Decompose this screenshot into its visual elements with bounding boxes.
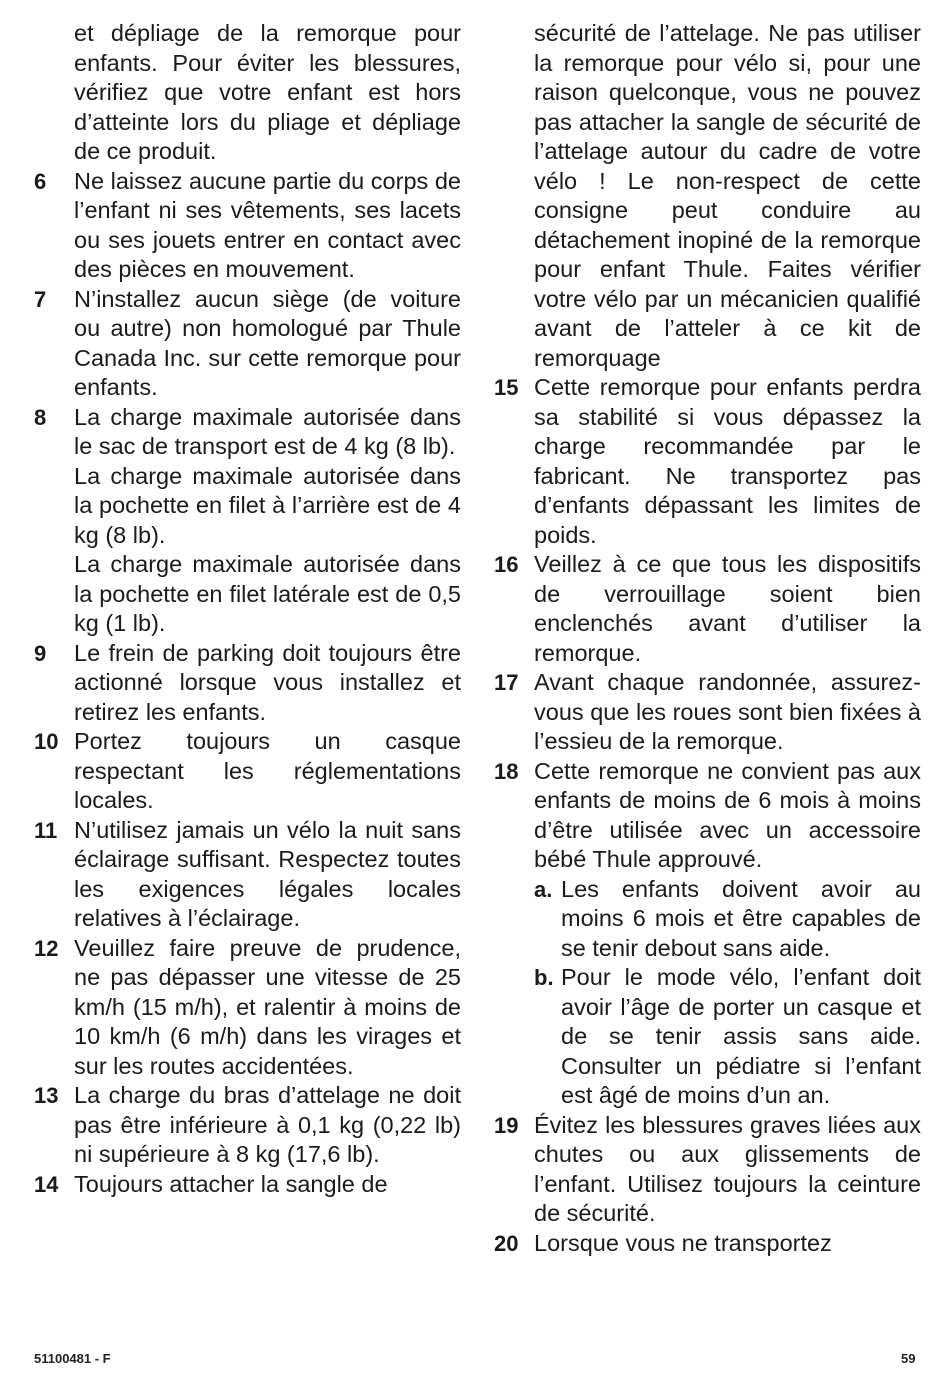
item-text: N’utilisez jamais un vélo la nuit sans éclairage suffisant. Respectez toutes les exigences légales locales relatives à l’éclairage. — [74, 816, 461, 931]
item-number: 18 — [494, 758, 519, 784]
item-text: La charge maximale autorisée dans le sac de transport est de 4 kg (8 lb). — [74, 403, 461, 459]
item-text: Veillez à ce que tous les dispositifs de verrouillage soient bien enclenchés avant d’utiliser la remorque. — [534, 551, 921, 666]
continued-item — [34, 19, 461, 167]
safety-item-11 — [34, 816, 461, 934]
item-text: Portez toujours un casque respectant les réglementations locales. — [74, 728, 461, 813]
sub-item-b — [534, 963, 921, 1111]
item-text-paragraph-2: La charge maximale autorisée dans la pochette en filet à l’arrière est de 4 kg (8 lb). — [74, 462, 461, 548]
item-number: 11 — [34, 817, 58, 843]
safety-item-20 — [494, 1229, 921, 1259]
safety-item-15 — [494, 373, 921, 550]
right-column — [494, 19, 921, 1258]
safety-item-16 — [494, 550, 921, 668]
item-number: 15 — [494, 375, 519, 400]
item-number: 7 — [34, 286, 47, 312]
continued-text: et dépliage de la remorque pour enfants. Pour éviter les blessures, vérifiez que votre enfant est hors d’atteinte lors du pliage et dépliage de ce produit. — [74, 20, 461, 164]
sub-item-text: Les enfants doivent avoir au moins 6 mois et être capables de se tenir debout sans aide. — [561, 875, 921, 961]
safety-item-10 — [34, 727, 461, 816]
item-text: La charge du bras d’attelage ne doit pas être inférieure à 0,1 kg (0,22 lb) ni supérieure à 8 kg (17,6 lb). — [74, 1082, 461, 1167]
safety-item-18 — [494, 757, 921, 1111]
safety-item-6 — [34, 167, 461, 285]
continued-text: sécurité de l’attelage. Ne pas utiliser la remorque pour vélo si, pour une raison quelconque, vous ne pouvez pas attacher la sangle de sécurité de l’attelage autour du cadre de votre vélo ! Le non-respect de cette consigne peut conduire au détachement inopiné de la remorque pour enfant Thule. Faites vérifier votre vélo par un mécanicien qualifié avant de l’atteler à ce kit de remorquage — [534, 20, 921, 371]
safety-item-14 — [34, 1170, 461, 1200]
page-number: 59 — [901, 1351, 916, 1366]
item-text: Évitez les blessures graves liées aux chutes ou aux glissements de l’enfant. Utilisez toujours la ceinture de sécurité. — [534, 1111, 921, 1226]
safety-item-17 — [494, 668, 921, 757]
item-text: Toujours attacher la sangle de — [74, 1170, 388, 1197]
item-number: 9 — [34, 640, 47, 666]
item-text: Cette remorque pour enfants perdra sa stabilité si vous dépassez la charge recommandée par le fabricant. Ne transportez pas d’enfants dépassant les limites de poids. — [534, 374, 921, 548]
left-column — [34, 19, 461, 1199]
sub-item-a — [534, 875, 921, 964]
safety-item-8 — [34, 403, 461, 639]
item-text: Le frein de parking doit toujours être actionné lorsque vous installez et retirez les enfants. — [74, 639, 461, 725]
item-number: 6 — [34, 168, 47, 194]
item-text: Veuillez faire preuve de prudence, ne pas dépasser une vitesse de 25 km/h (15 m/h), et ralentir à moins de 10 km/h (6 m/h) dans les virages et sur les routes accidentées. — [74, 934, 461, 1079]
item-number: 12 — [34, 935, 59, 961]
item-number: 10 — [34, 729, 59, 754]
safety-item-9 — [34, 639, 461, 728]
item-number: 20 — [494, 1230, 519, 1256]
item-number: 8 — [34, 404, 47, 430]
safety-item-7 — [34, 285, 461, 403]
item-text: Avant chaque randonnée, assurez-vous que les roues sont bien fixées à l’essieu de la remorque. — [534, 669, 921, 754]
item-number: 13 — [34, 1083, 59, 1108]
item-number: 19 — [494, 1112, 519, 1138]
continued-item — [494, 19, 921, 373]
item-number: 14 — [34, 1171, 59, 1197]
item-number: 17 — [494, 670, 519, 695]
item-text-paragraph-3: La charge maximale autorisée dans la pochette en filet latérale est de 0,5 kg (1 lb). — [74, 551, 461, 636]
item-text: Cette remorque ne convient pas aux enfants de moins de 6 mois à moins d’être utilisée avec un accessoire bébé Thule approuvé. — [534, 757, 921, 872]
sub-item-text: Pour le mode vélo, l’enfant doit avoir l’âge de porter un casque et de se tenir assis sans aide. Consulter un pédiatre si l’enfant est âgé de moins d’un an. — [561, 964, 921, 1108]
item-text: Lorsque vous ne transportez — [534, 1229, 832, 1256]
safety-item-12 — [34, 934, 461, 1082]
item-text: N’installez aucun siège (de voiture ou autre) non homologué par Thule Canada Inc. sur cette remorque pour enfants. — [74, 285, 461, 400]
safety-item-19 — [494, 1111, 921, 1229]
document-code: 51100481 - F — [34, 1351, 111, 1366]
sub-item-label: b. — [534, 965, 554, 990]
safety-item-13 — [34, 1081, 461, 1170]
item-text: Ne laissez aucune partie du corps de l’enfant ni ses vêtements, ses lacets ou ses jouets entrer en contact avec des pièces en mouvement. — [74, 167, 461, 282]
sub-item-label: a. — [534, 876, 553, 902]
item-number: 16 — [494, 552, 519, 577]
